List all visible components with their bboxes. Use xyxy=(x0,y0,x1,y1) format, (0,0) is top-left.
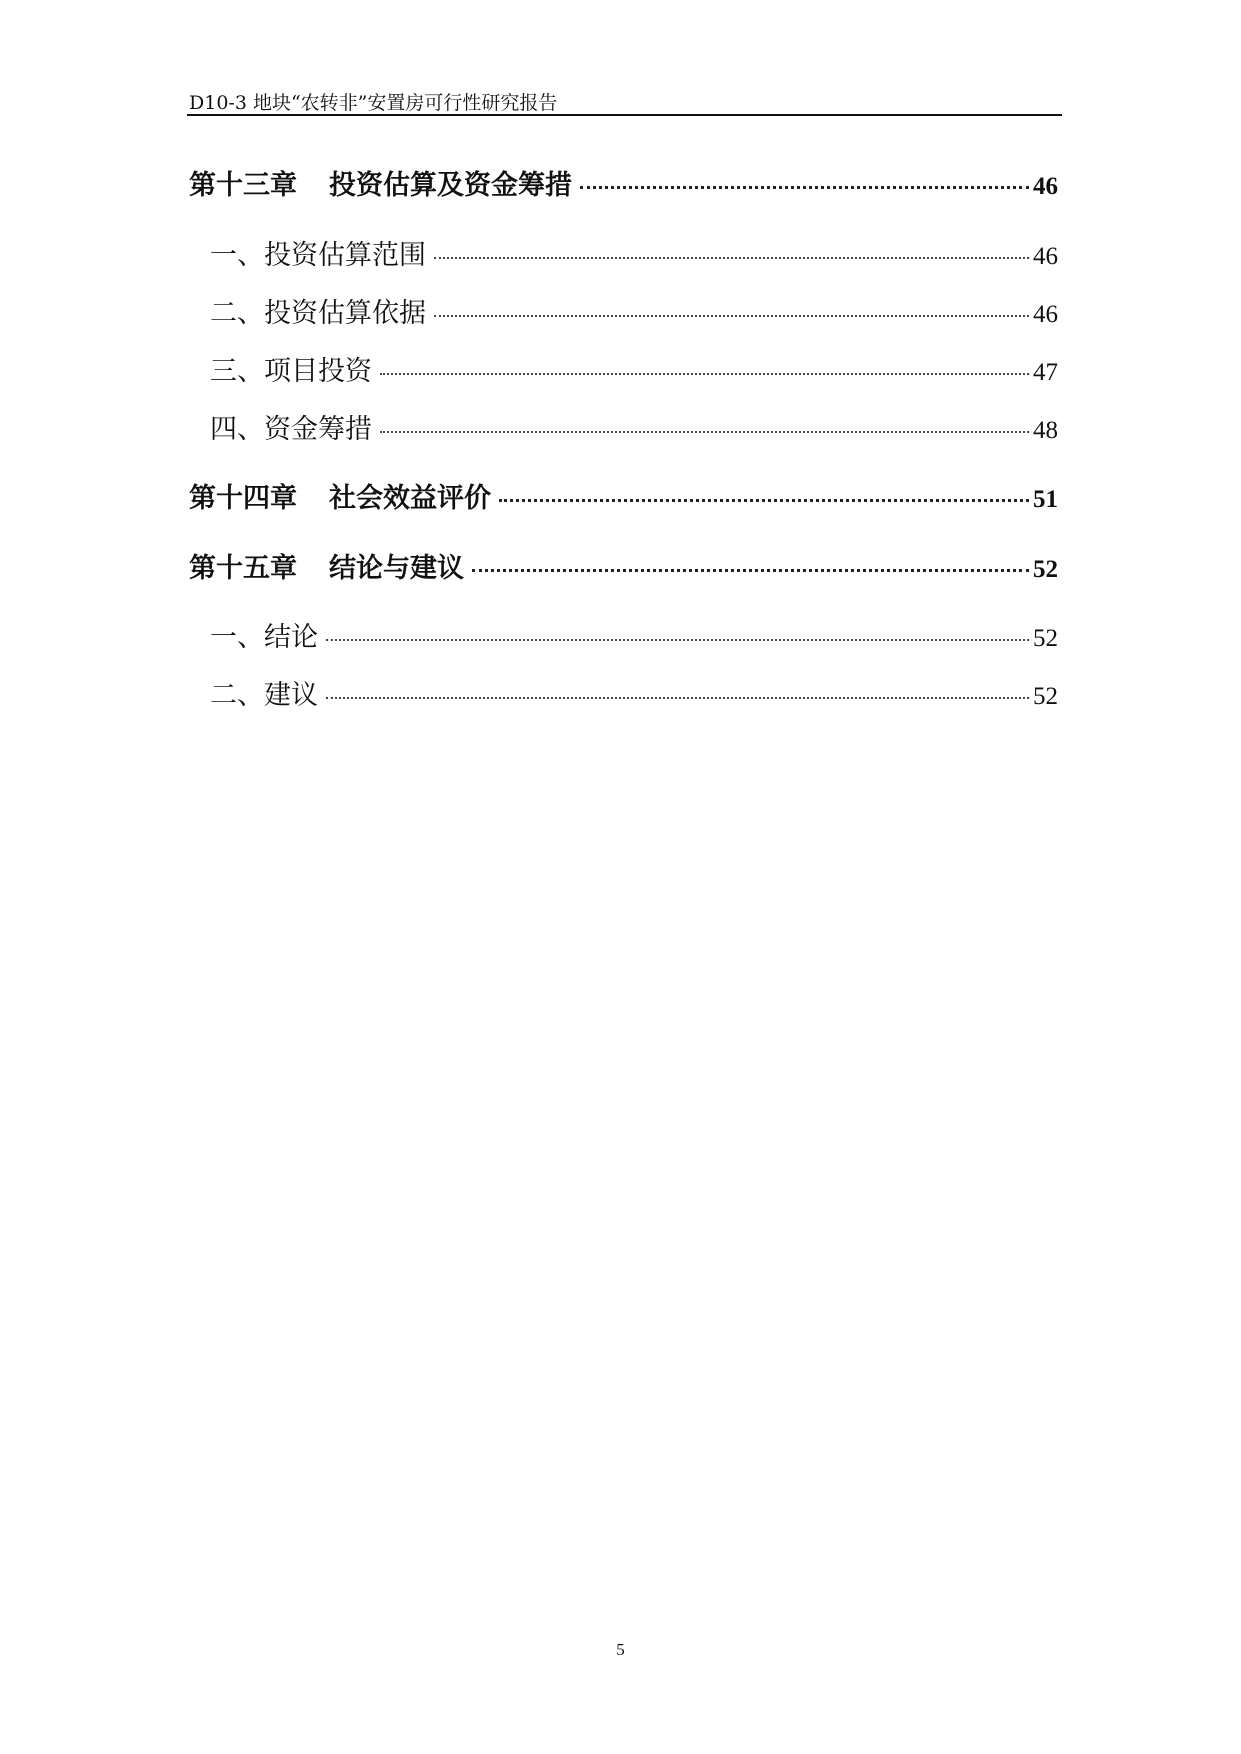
toc-chapter-15[interactable] xyxy=(189,546,1058,585)
chapter-title: 投资估算及资金筹措 xyxy=(329,170,572,201)
toc-entry-label: 四、资金筹措 xyxy=(210,414,372,445)
toc-entry-label: 二、投资估算依据 xyxy=(210,298,426,329)
toc-entry-label xyxy=(189,476,491,515)
dot-leader xyxy=(380,353,1029,380)
toc-page-number: 51 xyxy=(1033,486,1058,513)
toc-page-number: 52 xyxy=(1033,556,1058,583)
chapter-title: 结论与建议 xyxy=(329,553,464,584)
page-number: 5 xyxy=(616,1640,625,1659)
toc-section-suggestion[interactable] xyxy=(210,673,1058,712)
toc-section-fund-raising[interactable] xyxy=(210,407,1058,446)
toc-chapter-13[interactable] xyxy=(189,163,1058,202)
dot-leader xyxy=(380,411,1029,438)
dot-leader xyxy=(326,677,1029,704)
toc-page-number: 48 xyxy=(1033,417,1058,444)
toc-page-number: 46 xyxy=(1033,301,1058,328)
toc-section-conclusion[interactable] xyxy=(210,615,1058,654)
toc-page-number: 47 xyxy=(1033,359,1058,386)
dot-leader xyxy=(472,550,1029,577)
toc-entry-label: 二、建议 xyxy=(210,680,318,711)
dot-leader xyxy=(434,295,1029,322)
toc-entry-label: 三、项目投资 xyxy=(210,356,372,387)
dot-leader xyxy=(580,167,1029,194)
toc-section-investment-scope[interactable] xyxy=(210,233,1058,272)
toc-entry-label xyxy=(189,546,464,585)
header-divider xyxy=(187,114,1062,116)
toc-section-project-investment[interactable] xyxy=(210,349,1058,388)
dot-leader xyxy=(434,237,1029,264)
toc-page-number: 46 xyxy=(1033,243,1058,270)
toc-page-number: 46 xyxy=(1033,173,1058,200)
chapter-number: 第十三章 xyxy=(189,170,297,201)
toc-page-number: 52 xyxy=(1033,683,1058,710)
toc-entry-label xyxy=(189,163,572,202)
toc-chapter-14[interactable] xyxy=(189,476,1058,515)
dot-leader xyxy=(326,619,1029,646)
toc-section-investment-basis[interactable] xyxy=(210,291,1058,330)
toc-entry-label: 一、投资估算范围 xyxy=(210,240,426,271)
chapter-title: 社会效益评价 xyxy=(329,483,491,514)
chapter-number: 第十四章 xyxy=(189,483,297,514)
chapter-number: 第十五章 xyxy=(189,553,297,584)
running-header: D10-3 地块“农转非”安置房可行性研究报告 xyxy=(189,92,558,114)
toc-entry-label: 一、结论 xyxy=(210,622,318,653)
toc-page-number: 52 xyxy=(1033,625,1058,652)
dot-leader xyxy=(499,480,1029,507)
